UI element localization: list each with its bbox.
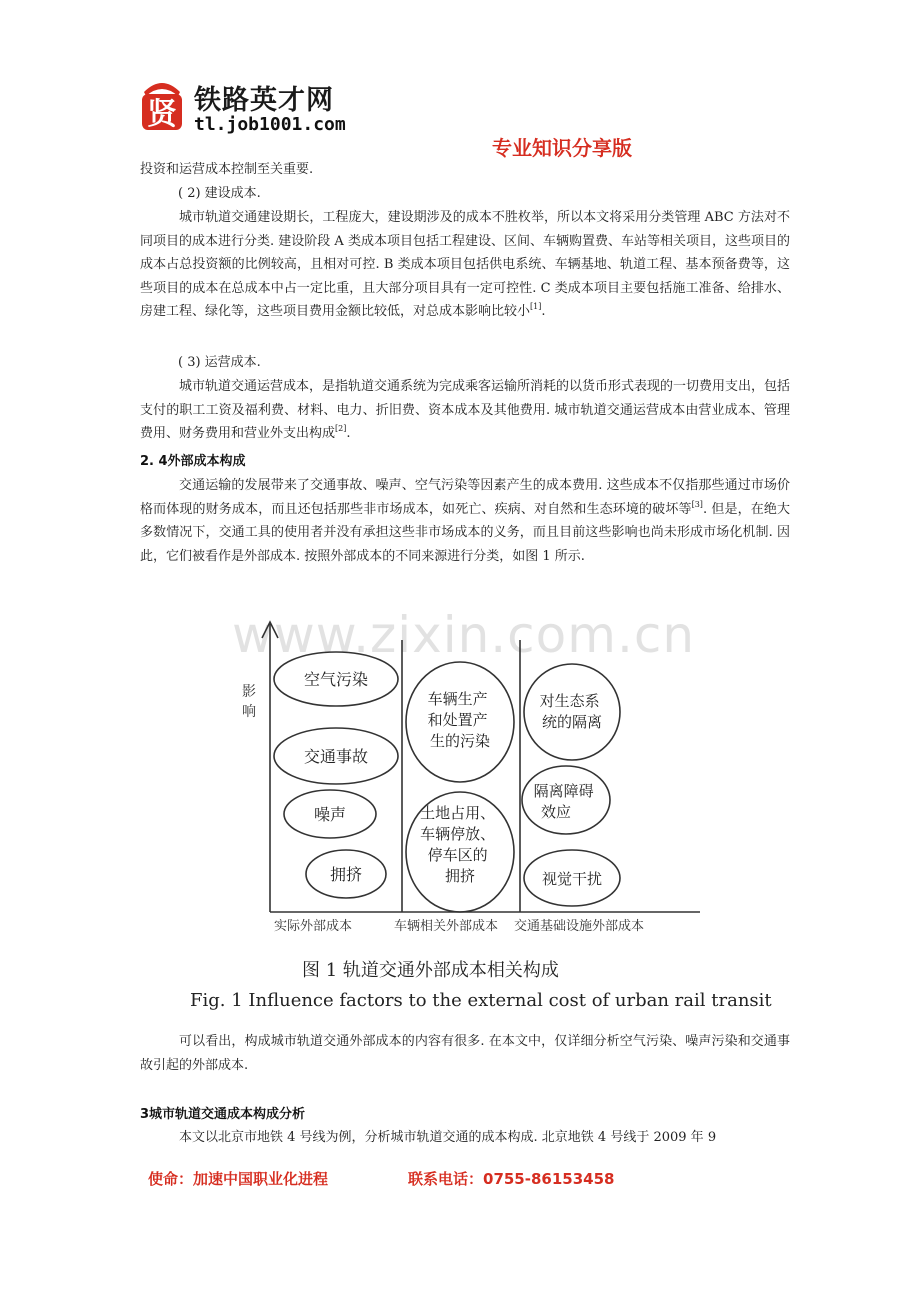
x-label-actual: 实际外部成本	[274, 919, 353, 934]
svg-text:车辆生产 和处置产 生的污染	[428, 690, 493, 750]
x-label-vehicle: 车辆相关外部成本	[394, 919, 499, 934]
node-eco-isolation-line-2: 统的隔离	[541, 713, 603, 731]
y-axis	[262, 622, 700, 912]
logo-title: 铁路英才网	[194, 85, 334, 116]
y-axis-label-char-2: 响	[242, 704, 256, 720]
y-axis-label-char-1: 影	[242, 684, 256, 700]
watermark: www.zixin.com.cn	[232, 606, 696, 664]
section-2-4-heading: 2. 4外部成本构成	[140, 454, 246, 469]
svg-text:对生态系 统的隔离	[540, 692, 605, 731]
paragraph-external-cost-a: 交通运输的发展带来了交通事故、噪声、空气污染等因素产生的成本费用. 这些成本不仅指那些通过市场价格而体现的财务成本，而且还包括那些非市场成本，如死亡、疾病、对自然和生态环境的破坏等	[140, 478, 790, 517]
footer-mission: 使命：加速中国职业化进程	[148, 1170, 329, 1188]
paragraph-case-study: 本文以北京市地铁 4 号线为例，分析城市轨道交通的成本构成. 北京地铁 4 号线于 2009 年 9	[179, 1130, 717, 1145]
figure-caption-en: Fig. 1 Influence factors to the external cost of urban rail transit	[190, 990, 772, 1011]
node-land-use-line-3: 停车区的	[427, 846, 488, 864]
svg-text:隔离障碍 效应	[534, 782, 599, 821]
paragraph-operation: 城市轨道交通运营成本，是指轨道交通系统为完成乘客运输所消耗的以货币形式表现的一切费用支出，包括支付的职工工资及福利费、材料、电力、折旧费、资本成本及其他费用. 城市轨道交通运营成本由营业成本、管理费用、财务费用和营业外支出构成[2].	[140, 379, 791, 442]
figure-caption-cn: 图 1 轨道交通外部成本相关构成	[302, 960, 559, 981]
node-barrier-effect-line-2: 效应	[540, 803, 572, 821]
logo-glyph: 贤	[147, 97, 177, 132]
node-air-pollution: 空气污染	[303, 670, 369, 689]
logo-badge-icon	[138, 74, 186, 136]
footer-phone[interactable]: 联系电话：0755-86153458	[408, 1170, 615, 1188]
node-land-use-line-4: 拥挤	[444, 867, 476, 885]
svg-text:土地占用、 车辆停放、 停车区的 拥	[420, 804, 500, 885]
node-congestion: 拥挤	[329, 865, 363, 884]
paragraph-external-cost	[140, 474, 790, 568]
citation-2[interactable]: [2]	[335, 424, 347, 434]
edition-label: 专业知识分享版	[492, 136, 632, 160]
node-eco-isolation-shape	[524, 664, 620, 760]
node-vehicle-pollution-line-2: 和处置产	[427, 711, 488, 729]
figure-external-cost-diagram	[200, 612, 720, 942]
section-3-heading: 3城市轨道交通成本构成分析	[140, 1107, 306, 1122]
citation-3[interactable]: [3]	[691, 499, 703, 509]
node-barrier-effect-shape	[522, 766, 610, 834]
paragraph-intro: 投资和运营成本控制至关重要.	[140, 162, 314, 177]
node-vehicle-pollution-line-1: 车辆生产	[427, 690, 488, 708]
node-eco-isolation-line-1: 对生态系	[539, 692, 600, 710]
paragraph-after-figure: 可以看出，构成城市轨道交通外部成本的内容有很多. 在本文中，仅详细分析空气污染、噪声污染和交通事故引起的外部成本.	[140, 1034, 790, 1073]
section-operation-heading: ( 3) 运营成本.	[178, 355, 261, 370]
site-logo[interactable]	[138, 72, 438, 152]
paragraph-operation-text: 城市轨道交通运营成本，是指轨道交通系统为完成乘客运输所消耗的以货币形式表现的一切费用支出，包括支付的职工工资及福利费、材料、电力、折旧费、资本成本及其他费用. 城市轨道交通运营成本由营业成本、管理费用、财务费用和营业外支出构成	[140, 379, 791, 442]
paragraph-construction-text: 城市轨道交通建设期长，工程庞大，建设期涉及的成本不胜枚举，所以本文将采用分类管理 ABC 方法对不同项目的成本进行分类. 建设阶段 A 类成本项目包括工程建设、区间、车辆购置费、车站等相关项目，这些项目的成本占总投资额的比例较高，且相对可控. B 类成本项目包括供电系统、车辆基地、轨道工程、基本预备费等，这些项目的成本在总成本中占一定比重，且大部分项目具有一定可控性. C 类成本项目主要包括施工准备、给排水、房建工程、绿化等，这些项目费用金额比较低，对总成本影响比较小	[140, 210, 790, 320]
section-construction-heading: ( 2) 建设成本.	[178, 186, 261, 201]
node-traffic-accident: 交通事故	[303, 747, 369, 766]
node-land-use-line-1: 土地占用、	[420, 804, 496, 822]
node-noise: 噪声	[313, 805, 347, 824]
paragraph-construction: 城市轨道交通建设期长，工程庞大，建设期涉及的成本不胜枚举，所以本文将采用分类管理 ABC 方法对不同项目的成本进行分类. 建设阶段 A 类成本项目包括工程建设、区间、车辆购置费、车站等相关项目，这些项目的成本占总投资额的比例较高，且相对可控. B 类成本项目包括供电系统、车辆基地、轨道工程、基本预备费等，这些项目的成本在总成本中占一定比重，且大部分项目具有一定可控性. C 类成本项目主要包括施工准备、给排水、房建工程、绿化等，这些项目费用金额比较低，对总成本影响比较小[1].	[140, 210, 790, 320]
node-barrier-effect-line-1: 隔离障碍	[533, 782, 594, 800]
node-visual-disturbance: 视觉干扰	[541, 870, 603, 888]
node-vehicle-pollution-line-3: 生的污染	[429, 732, 491, 750]
node-land-use-line-2: 车辆停放、	[420, 825, 496, 843]
x-label-infrastructure: 交通基础设施外部成本	[514, 919, 645, 934]
paragraph-external-cost-b: . 但是，在绝大多数情况下，交通工具的使用者并没有承担这些非市场成本的义务，而且目前这些影响也尚未形成市场化机制. 因此，它们被看作是外部成本. 按照外部成本的不同来源进行分类，如图 1 所示.	[140, 501, 790, 564]
citation-1[interactable]: [1]	[530, 302, 542, 312]
logo-url[interactable]: tl.job1001.com	[194, 114, 346, 135]
